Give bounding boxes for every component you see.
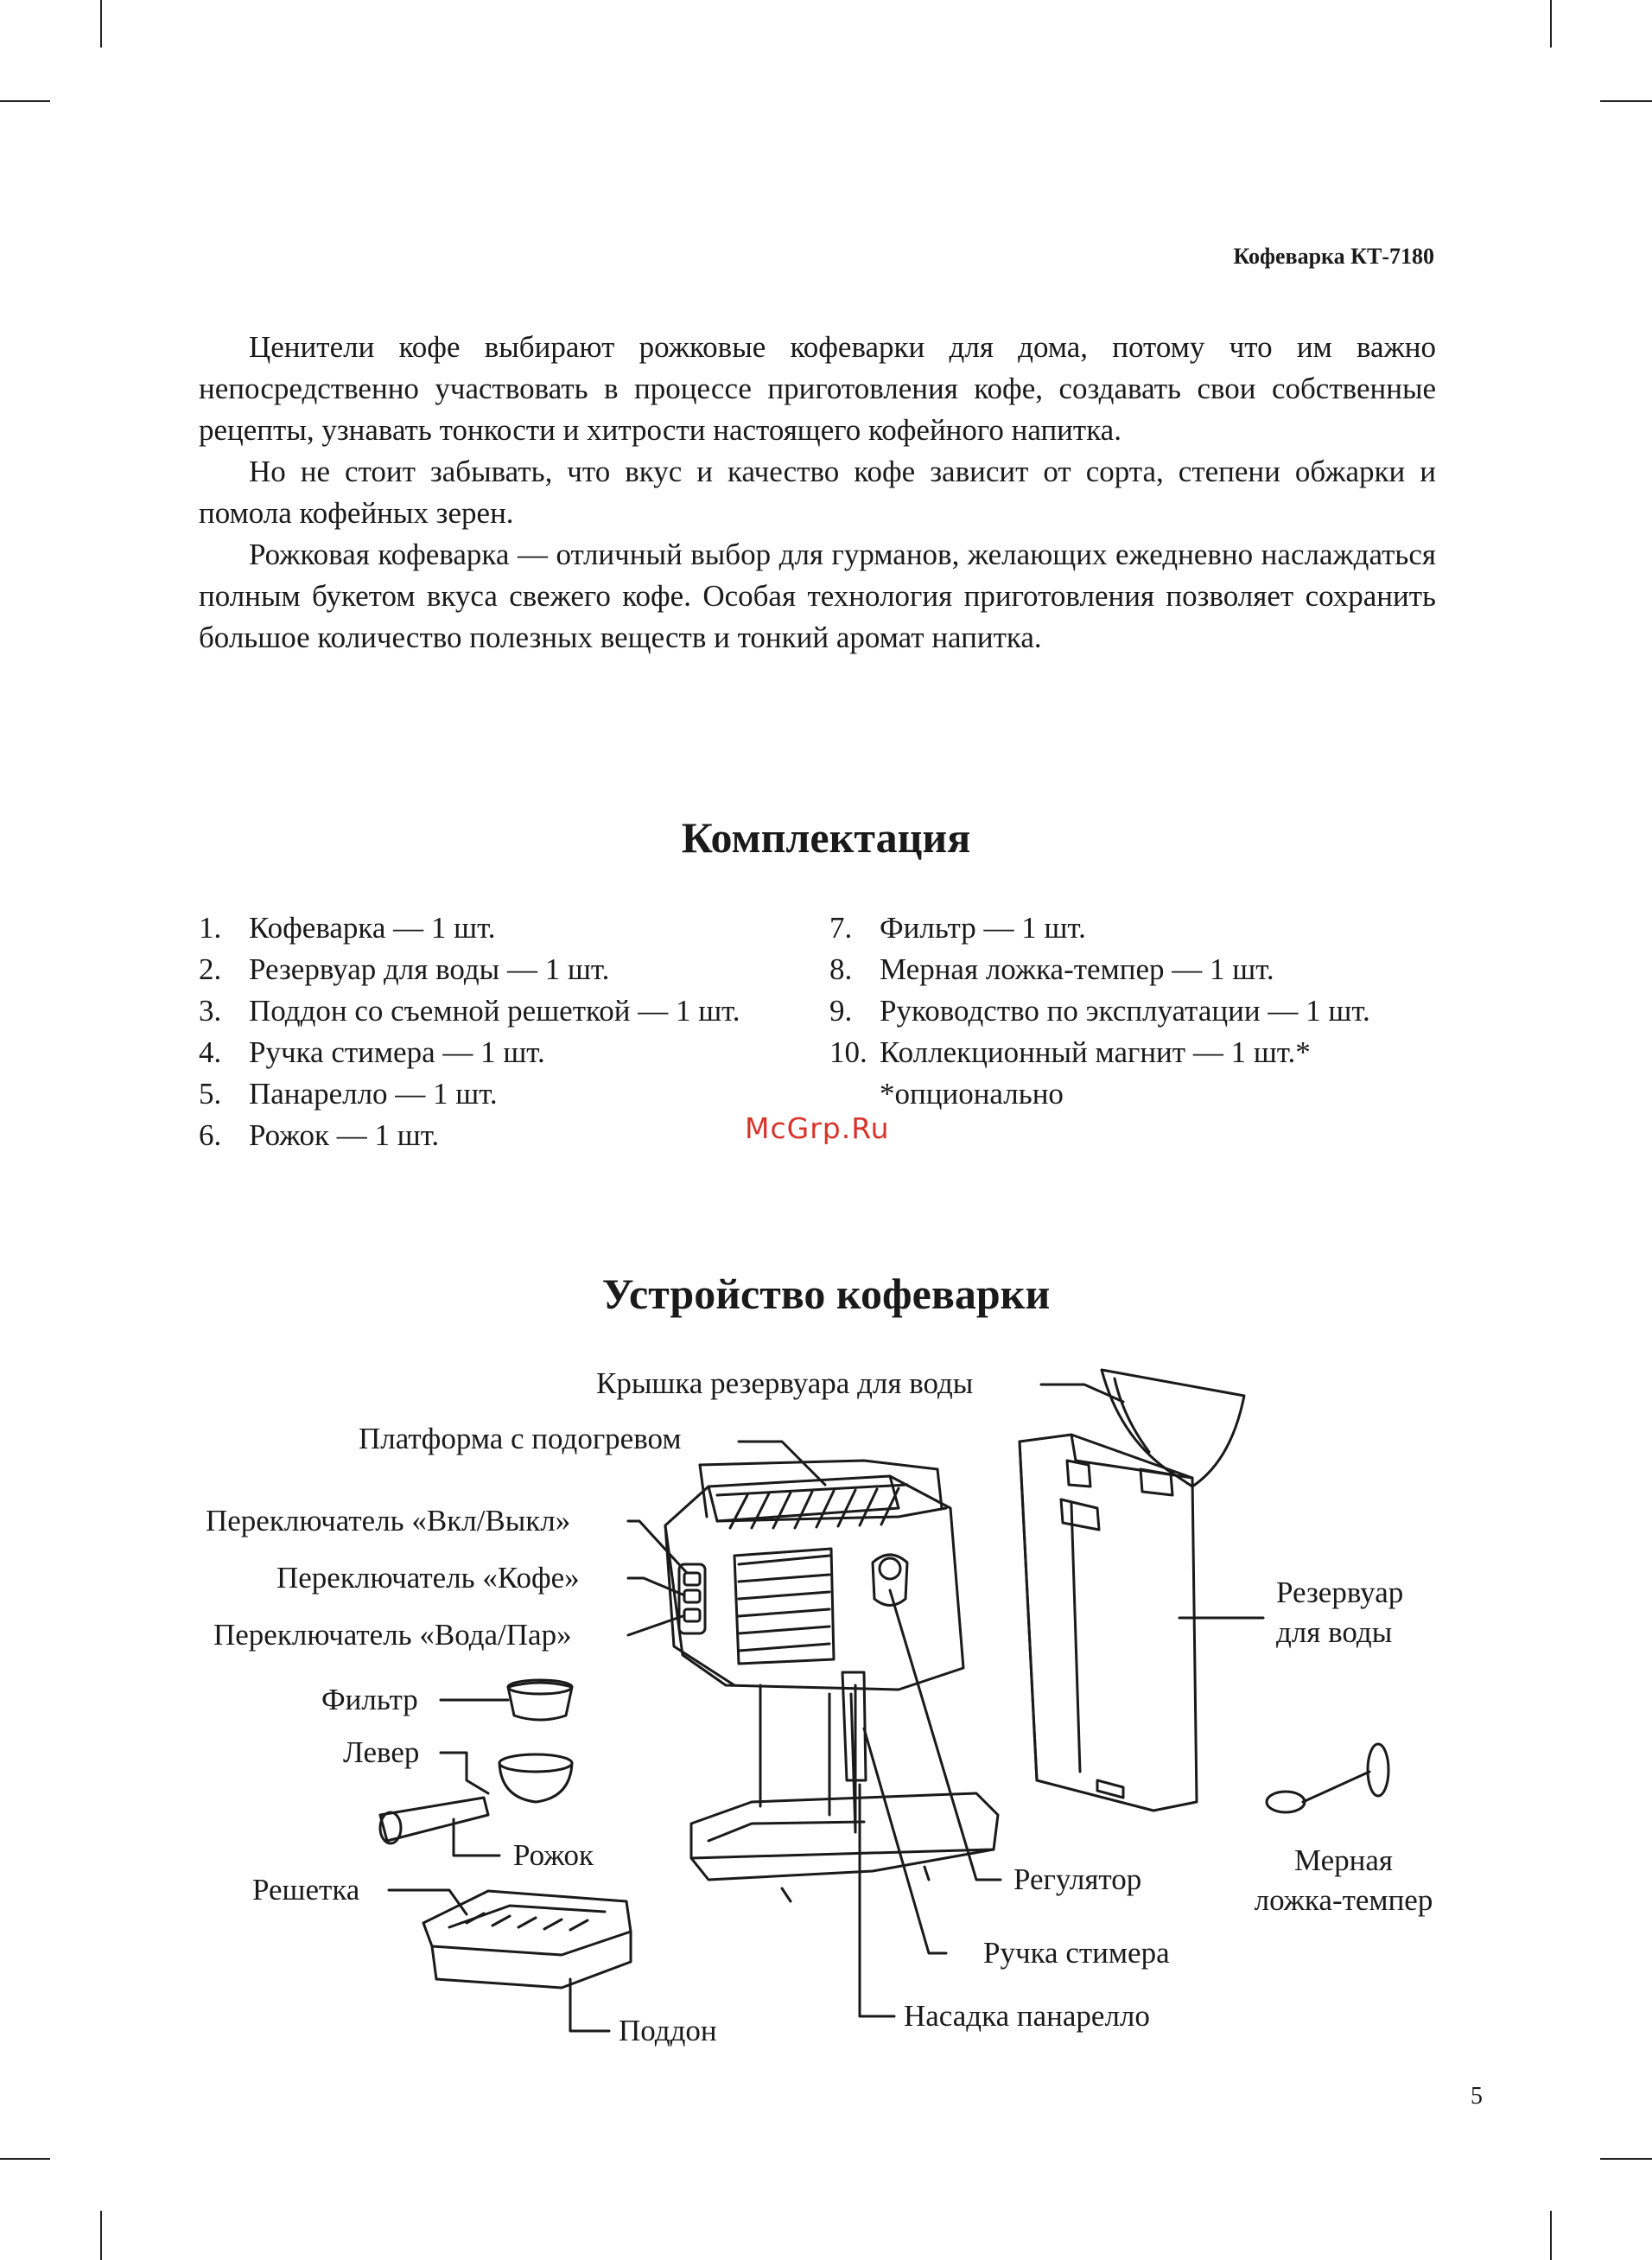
coffee-machine-drawing <box>665 1461 998 1901</box>
label-lever: Левер <box>343 1735 420 1769</box>
leader-line <box>628 1521 687 1573</box>
kit-footnote: *опционально <box>880 1077 1064 1111</box>
tank-lid-drawing <box>1102 1370 1244 1487</box>
label-spoon: Мерная ложка-темпер <box>1254 1843 1433 1917</box>
leader-line <box>454 1819 499 1856</box>
drip-tray-drawing <box>423 1891 631 1988</box>
running-header: Кофеварка КТ-7180 <box>1233 244 1434 269</box>
kit-item: 9. Руководство по эксплуатации — 1 шт. <box>829 994 1370 1028</box>
label-filter: Фильтр <box>321 1683 418 1716</box>
label-switch-coffee: Переключатель «Кофе» <box>276 1561 580 1595</box>
label-grate: Решетка <box>252 1873 360 1907</box>
filter-drawing <box>508 1683 572 1720</box>
label-panarello: Насадка панарелло <box>904 1999 1150 2033</box>
label-tank-lid: Крышка резервуара для воды <box>596 1366 974 1400</box>
kit-item: 3. Поддон со съемной решеткой — 1 шт. <box>199 994 740 1028</box>
kit-item: 4. Ручка стимера — 1 шт. <box>199 1035 545 1069</box>
intro-paragraph: Ценители кофе выбирают рожковые кофеварки для дома, потому что им важно непосредственно участвовать в процессе приготовления кофе, создавать свои собственные рецепты, узнавать тонкости и хитрости настоящего кофейного напитка. <box>199 330 1436 447</box>
page-number: 5 <box>1471 2083 1483 2110</box>
label-switch-water: Переключатель «Вода/Пар» <box>213 1618 572 1652</box>
leader-line <box>570 1979 609 2031</box>
kit-item: 5. Панарелло — 1 шт. <box>199 1077 498 1111</box>
kit-heading: Комплектация <box>681 813 971 862</box>
leader-line <box>864 1728 946 1953</box>
kit-item: 6. Рожок — 1 шт. <box>199 1118 440 1152</box>
water-tank-drawing <box>1020 1435 1197 1811</box>
measuring-spoon-drawing <box>1267 1744 1388 1812</box>
label-holder: Рожок <box>513 1838 594 1872</box>
leader-line <box>441 1753 488 1793</box>
label-tank: Резервуар для воды <box>1276 1576 1404 1649</box>
leader-line <box>890 1590 1001 1880</box>
kit-item: 1. Кофеварка — 1 шт. <box>199 911 496 945</box>
label-steamer: Ручка стимера <box>983 1936 1170 1970</box>
kit-item: 10. Коллекционный магнит — 1 шт.* <box>829 1035 1311 1069</box>
device-heading: Устройство кофеварки <box>601 1270 1051 1318</box>
kit-item: 8. Мерная ложка-темпер — 1 шт. <box>829 952 1274 986</box>
intro-paragraph: Рожковая кофеварка — отличный выбор для гурманов, желающих ежедневно наслаждаться полным букетом вкуса свежего кофе. Особая технология приготовления позволяет сохранить большое количество полезных веществ и тонкий аромат напитка. <box>199 538 1436 654</box>
intro-paragraph: Но не стоит забывать, что вкус и качество кофе зависит от сорта, степени обжарки и помола кофейных зерен. <box>199 455 1436 530</box>
leader-line <box>389 1890 467 1914</box>
leader-line <box>628 1616 683 1635</box>
label-regulator: Регулятор <box>1013 1862 1142 1896</box>
label-tray: Поддон <box>619 2014 717 2047</box>
watermark: McGrp.Ru <box>745 1111 890 1145</box>
label-heated-platform: Платформа с подогревом <box>359 1422 682 1455</box>
kit-item: 7. Фильтр — 1 шт. <box>829 911 1086 945</box>
label-switch-power: Переключатель «Вкл/Выкл» <box>206 1504 571 1537</box>
kit-item: 2. Резервуар для воды — 1 шт. <box>199 952 610 986</box>
